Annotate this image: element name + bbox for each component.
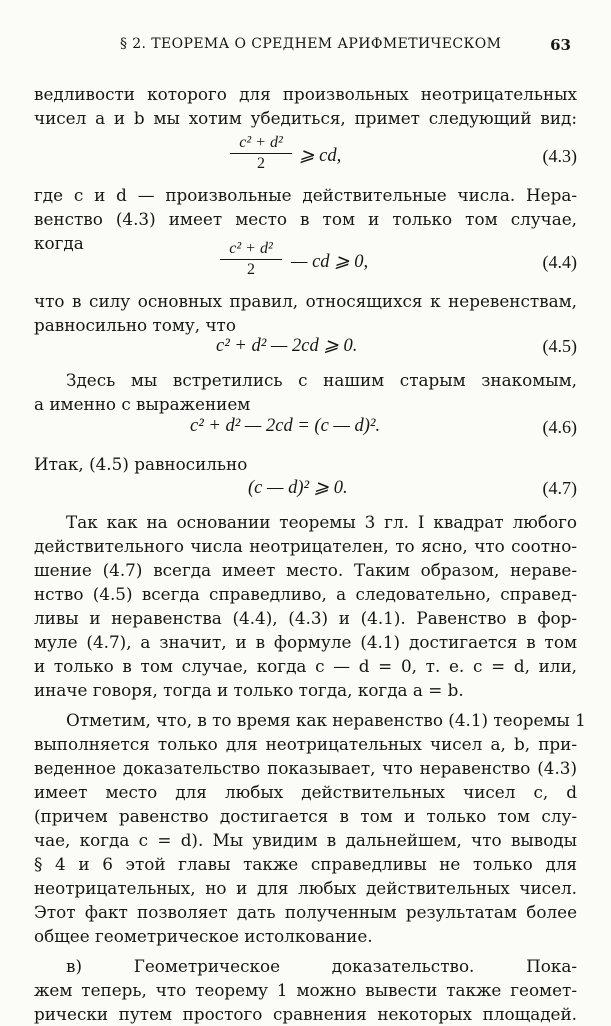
text-line: (причем равенство достигается в том и только том слу- bbox=[34, 806, 577, 826]
equation-rhs: — cd ⩾ 0, bbox=[291, 252, 369, 272]
section-heading-line: в) Геометрическое доказательство. Пока- bbox=[66, 956, 577, 976]
text-line: веденное доказательство показывает, что неравенство (4.3) bbox=[34, 758, 577, 778]
fraction-bar bbox=[220, 259, 282, 260]
text-line: шение (4.7) всегда имеет место. Таким образом, нераве- bbox=[34, 560, 577, 580]
text-line: венство (4.3) имеет место в том и только том случае, bbox=[34, 209, 577, 229]
text-line: муле (4.7), а значит, и в формуле (4.1) достигается в том bbox=[34, 632, 577, 652]
text-line: где c и d — произвольные действительные числа. Нера- bbox=[34, 185, 577, 205]
equation-expression: c² + d² — 2cd ⩾ 0. bbox=[216, 336, 358, 356]
text-line: что в силу основных правил, относящихся к неревенствам, bbox=[34, 291, 577, 311]
text-line: общее геометрическое истолкование. bbox=[34, 926, 373, 946]
text-line: действительного числа неотрицателен, то ясно, что соотно- bbox=[34, 536, 577, 556]
equation-number: (4.5) bbox=[542, 336, 577, 356]
text-line: чае, когда c = d). Мы увидим в дальнейшем, что выводы bbox=[34, 830, 577, 850]
text-line: § 4 и 6 этой главы также справедливы не только для bbox=[34, 854, 577, 874]
equation-rhs: ⩾ cd, bbox=[299, 146, 342, 166]
equation-expression: (c — d)² ⩾ 0. bbox=[248, 478, 348, 498]
text-line: нство (4.5) всегда справедливо, а следовательно, справед- bbox=[34, 584, 577, 604]
text-line: чисел a и b мы хотим убедиться, примет следующий вид: bbox=[34, 108, 577, 128]
fraction-bar bbox=[230, 153, 292, 154]
text-line: неотрицательных, но и для любых действительных чисел. bbox=[34, 878, 577, 898]
text-line: ливы и неравенства (4.4), (4.3) и (4.1). Равенство в фор- bbox=[34, 608, 577, 628]
equation-number: (4.6) bbox=[542, 417, 577, 437]
fraction-numerator: c² + d² bbox=[239, 134, 283, 151]
equation-number: (4.7) bbox=[542, 478, 577, 498]
fraction bbox=[220, 240, 282, 279]
text-line: имеет место для любых действительных чисел c, d bbox=[34, 782, 577, 802]
text-line: когда bbox=[34, 233, 84, 253]
fraction-numerator: c² + d² bbox=[229, 240, 273, 257]
header-title: § 2. ТЕОРЕМА О СРЕДНЕМ АРИФМЕТИЧЕСКОМ bbox=[120, 36, 502, 52]
text-line: Отметим, что, в то время как неравенство (4.1) теоремы 1 bbox=[66, 710, 586, 730]
text-line: Так как на основании теоремы 3 гл. I квадрат любого bbox=[66, 512, 577, 532]
text-line: равносильно тому, что bbox=[34, 315, 236, 335]
fraction-denominator: 2 bbox=[247, 261, 255, 278]
text-line: а именно с выражением bbox=[34, 394, 251, 414]
equation-expression: c² + d² — 2cd = (c — d)². bbox=[190, 416, 381, 436]
text-line: ведливости которого для произвольных неотрицательных bbox=[34, 84, 577, 104]
text-line: Здесь мы встретились с нашим старым знакомым, bbox=[66, 370, 577, 390]
text-line: Этот факт позволяет дать полученным результатам более bbox=[34, 902, 577, 922]
running-header bbox=[34, 36, 577, 60]
text-line: рически путем простого сравнения некоторых площадей. bbox=[34, 1004, 577, 1024]
equation-number: (4.4) bbox=[542, 252, 577, 272]
text-line: Итак, (4.5) равносильно bbox=[34, 454, 248, 474]
page-number: 63 bbox=[550, 36, 571, 54]
text-line: и только в том случае, когда c — d = 0, т. е. c = d, или, bbox=[34, 656, 577, 676]
text-line: жем теперь, что теорему 1 можно вывести также геомет- bbox=[34, 980, 577, 1000]
fraction bbox=[230, 134, 292, 173]
text-line: иначе говоря, тогда и только тогда, когда a = b. bbox=[34, 680, 464, 700]
text-line: выполняется только для неотрицательных чисел a, b, при- bbox=[34, 734, 577, 754]
equation-number: (4.3) bbox=[542, 146, 577, 166]
fraction-denominator: 2 bbox=[257, 155, 265, 172]
